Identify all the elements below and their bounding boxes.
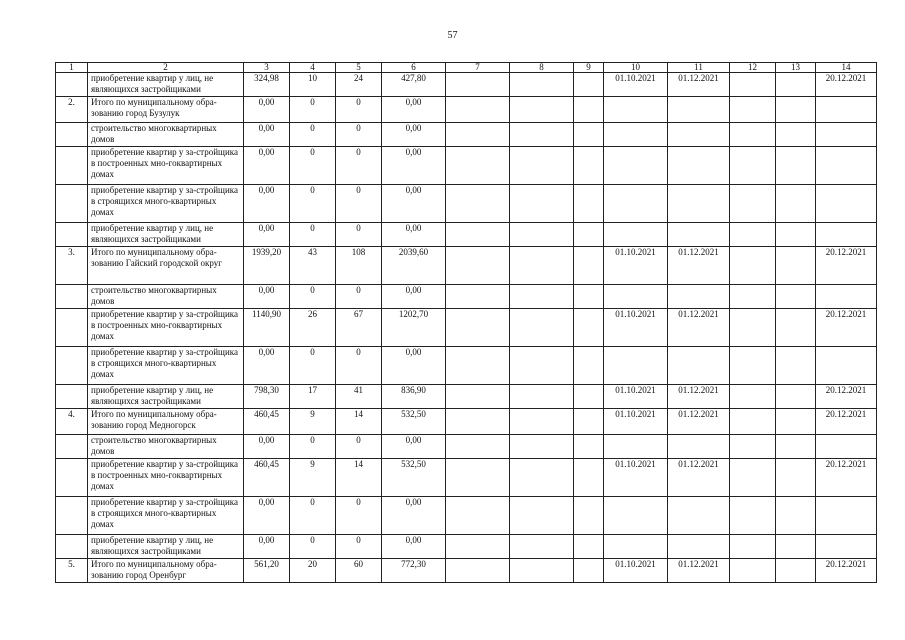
cell-c4: 0 [290, 185, 336, 223]
empty-cell [730, 247, 776, 285]
empty-cell [776, 73, 816, 97]
empty-cell [446, 247, 510, 285]
empty-cell [730, 497, 776, 535]
empty-cell [574, 309, 604, 347]
row-number [56, 185, 88, 223]
cell-c11: 01.12.2021 [668, 559, 730, 583]
row-number [56, 497, 88, 535]
empty-cell [730, 185, 776, 223]
cell-c3: 460,45 [244, 459, 290, 497]
empty-cell [776, 385, 816, 409]
column-number-14: 14 [816, 63, 877, 73]
row-number [56, 147, 88, 185]
cell-c14 [816, 97, 877, 123]
empty-cell [730, 385, 776, 409]
empty-cell [510, 409, 574, 435]
column-number-row [56, 63, 877, 73]
table-row [56, 435, 877, 459]
cell-c3: 0,00 [244, 147, 290, 185]
column-number-2: 2 [88, 63, 244, 73]
cell-c3: 0,00 [244, 223, 290, 247]
table-row [56, 385, 877, 409]
cell-c6: 0,00 [382, 435, 446, 459]
cell-c3: 324,98 [244, 73, 290, 97]
cell-c4: 9 [290, 459, 336, 497]
row-number [56, 347, 88, 385]
cell-c11 [668, 285, 730, 309]
empty-cell [446, 185, 510, 223]
cell-c6: 1202,70 [382, 309, 446, 347]
empty-cell [574, 535, 604, 559]
cell-c3: 798,30 [244, 385, 290, 409]
row-description: Итого по муниципальному обра-зованию город Медногорск [88, 409, 244, 435]
cell-c4: 0 [290, 435, 336, 459]
cell-c14 [816, 147, 877, 185]
row-description: приобретение квартир у за-стройщика в построенных мно-гоквартирных домах [88, 147, 244, 185]
row-number [56, 435, 88, 459]
cell-c6: 0,00 [382, 147, 446, 185]
cell-c11 [668, 347, 730, 385]
cell-c10 [604, 147, 668, 185]
empty-cell [776, 559, 816, 583]
row-number: 3. [56, 247, 88, 285]
column-number-1: 1 [56, 63, 88, 73]
empty-cell [776, 97, 816, 123]
empty-cell [776, 223, 816, 247]
cell-c14: 20.12.2021 [816, 385, 877, 409]
column-number-12: 12 [730, 63, 776, 73]
empty-cell [776, 309, 816, 347]
cell-c3: 0,00 [244, 435, 290, 459]
cell-c10: 01.10.2021 [604, 309, 668, 347]
cell-c3: 0,00 [244, 285, 290, 309]
cell-c3: 0,00 [244, 535, 290, 559]
table-row [56, 223, 877, 247]
empty-cell [510, 435, 574, 459]
empty-cell [510, 309, 574, 347]
row-number [56, 73, 88, 97]
empty-cell [574, 247, 604, 285]
table-row [56, 559, 877, 583]
cell-c4: 0 [290, 123, 336, 147]
cell-c14 [816, 497, 877, 535]
column-number-4: 4 [290, 63, 336, 73]
cell-c14 [816, 347, 877, 385]
empty-cell [574, 73, 604, 97]
table-row [56, 459, 877, 497]
cell-c4: 0 [290, 97, 336, 123]
row-description: строительство многоквартирных домов [88, 123, 244, 147]
empty-cell [776, 347, 816, 385]
row-number [56, 285, 88, 309]
table-header [56, 63, 877, 73]
empty-cell [730, 285, 776, 309]
empty-cell [574, 97, 604, 123]
row-description: строительство многоквартирных домов [88, 435, 244, 459]
empty-cell [574, 497, 604, 535]
empty-cell [510, 459, 574, 497]
empty-cell [446, 535, 510, 559]
empty-cell [510, 347, 574, 385]
cell-c5: 108 [336, 247, 382, 285]
empty-cell [446, 347, 510, 385]
column-number-11: 11 [668, 63, 730, 73]
row-number [56, 385, 88, 409]
column-number-7: 7 [446, 63, 510, 73]
cell-c5: 0 [336, 285, 382, 309]
cell-c11 [668, 147, 730, 185]
empty-cell [510, 497, 574, 535]
row-description: приобретение квартир у за-стройщика в строящихся много-квартирных домах [88, 497, 244, 535]
table-row [56, 409, 877, 435]
cell-c11: 01.12.2021 [668, 73, 730, 97]
empty-cell [730, 535, 776, 559]
table-row [56, 285, 877, 309]
cell-c10 [604, 185, 668, 223]
cell-c10: 01.10.2021 [604, 459, 668, 497]
cell-c10 [604, 123, 668, 147]
cell-c5: 67 [336, 309, 382, 347]
cell-c6: 0,00 [382, 285, 446, 309]
cell-c11 [668, 435, 730, 459]
empty-cell [446, 435, 510, 459]
table-row [56, 247, 877, 285]
cell-c4: 0 [290, 497, 336, 535]
cell-c14: 20.12.2021 [816, 559, 877, 583]
row-number: 5. [56, 559, 88, 583]
cell-c6: 532,50 [382, 459, 446, 497]
cell-c10: 01.10.2021 [604, 385, 668, 409]
empty-cell [510, 97, 574, 123]
row-description: Итого по муниципальному обра-зованию город Оренбург [88, 559, 244, 583]
cell-c3: 1140,90 [244, 309, 290, 347]
empty-cell [574, 435, 604, 459]
empty-cell [510, 385, 574, 409]
empty-cell [574, 385, 604, 409]
empty-cell [730, 309, 776, 347]
empty-cell [446, 97, 510, 123]
empty-cell [730, 435, 776, 459]
table-row [56, 185, 877, 223]
empty-cell [446, 73, 510, 97]
empty-cell [574, 459, 604, 497]
cell-c14 [816, 435, 877, 459]
cell-c10 [604, 435, 668, 459]
cell-c5: 0 [336, 185, 382, 223]
cell-c11 [668, 497, 730, 535]
empty-cell [446, 223, 510, 247]
cell-c11: 01.12.2021 [668, 385, 730, 409]
program-table [55, 62, 877, 583]
empty-cell [730, 73, 776, 97]
table-row [56, 73, 877, 97]
cell-c4: 26 [290, 309, 336, 347]
cell-c6: 0,00 [382, 535, 446, 559]
cell-c3: 561,20 [244, 559, 290, 583]
empty-cell [730, 459, 776, 497]
cell-c6: 0,00 [382, 223, 446, 247]
table-row [56, 535, 877, 559]
cell-c14: 20.12.2021 [816, 459, 877, 497]
column-number-9: 9 [574, 63, 604, 73]
cell-c4: 9 [290, 409, 336, 435]
cell-c10: 01.10.2021 [604, 559, 668, 583]
empty-cell [446, 147, 510, 185]
empty-cell [730, 409, 776, 435]
cell-c4: 0 [290, 347, 336, 385]
cell-c3: 0,00 [244, 123, 290, 147]
cell-c14: 20.12.2021 [816, 73, 877, 97]
row-description: приобретение квартир у лиц, не являющихся застройщиками [88, 223, 244, 247]
empty-cell [730, 147, 776, 185]
cell-c11 [668, 97, 730, 123]
cell-c10: 01.10.2021 [604, 247, 668, 285]
row-number [56, 123, 88, 147]
empty-cell [510, 123, 574, 147]
cell-c14 [816, 535, 877, 559]
cell-c4: 0 [290, 285, 336, 309]
cell-c11: 01.12.2021 [668, 247, 730, 285]
column-number-6: 6 [382, 63, 446, 73]
cell-c11: 01.12.2021 [668, 409, 730, 435]
empty-cell [510, 185, 574, 223]
empty-cell [510, 285, 574, 309]
cell-c3: 1939,20 [244, 247, 290, 285]
cell-c3: 0,00 [244, 185, 290, 223]
cell-c10: 01.10.2021 [604, 73, 668, 97]
row-number [56, 459, 88, 497]
cell-c6: 427,80 [382, 73, 446, 97]
cell-c6: 0,00 [382, 97, 446, 123]
empty-cell [574, 285, 604, 309]
row-description: приобретение квартир у за-стройщика в строящихся много-квартирных домах [88, 185, 244, 223]
empty-cell [574, 347, 604, 385]
column-number-8: 8 [510, 63, 574, 73]
empty-cell [730, 223, 776, 247]
empty-cell [776, 147, 816, 185]
row-description: приобретение квартир у лиц, не являющихся застройщиками [88, 73, 244, 97]
page-number: 57 [447, 30, 458, 41]
cell-c11 [668, 123, 730, 147]
cell-c4: 0 [290, 223, 336, 247]
cell-c6: 0,00 [382, 347, 446, 385]
empty-cell [446, 285, 510, 309]
cell-c6: 0,00 [382, 185, 446, 223]
cell-c4: 43 [290, 247, 336, 285]
empty-cell [574, 409, 604, 435]
cell-c6: 0,00 [382, 123, 446, 147]
empty-cell [730, 559, 776, 583]
empty-cell [776, 285, 816, 309]
cell-c3: 460,45 [244, 409, 290, 435]
row-description: приобретение квартир у лиц, не являющихся застройщиками [88, 385, 244, 409]
cell-c14 [816, 185, 877, 223]
cell-c10 [604, 223, 668, 247]
cell-c14: 20.12.2021 [816, 409, 877, 435]
cell-c4: 17 [290, 385, 336, 409]
cell-c14: 20.12.2021 [816, 309, 877, 347]
cell-c10: 01.10.2021 [604, 409, 668, 435]
empty-cell [574, 185, 604, 223]
table-row [56, 123, 877, 147]
empty-cell [574, 123, 604, 147]
empty-cell [446, 385, 510, 409]
empty-cell [574, 559, 604, 583]
empty-cell [574, 223, 604, 247]
empty-cell [776, 535, 816, 559]
cell-c11 [668, 185, 730, 223]
empty-cell [730, 347, 776, 385]
cell-c5: 0 [336, 347, 382, 385]
cell-c4: 20 [290, 559, 336, 583]
cell-c5: 0 [336, 123, 382, 147]
cell-c5: 60 [336, 559, 382, 583]
empty-cell [446, 559, 510, 583]
cell-c10 [604, 285, 668, 309]
cell-c5: 0 [336, 223, 382, 247]
cell-c10 [604, 535, 668, 559]
table-body [56, 73, 877, 583]
empty-cell [510, 559, 574, 583]
cell-c11: 01.12.2021 [668, 309, 730, 347]
empty-cell [730, 123, 776, 147]
empty-cell [446, 123, 510, 147]
row-description: приобретение квартир у за-стройщика в построенных мно-гоквартирных домах [88, 459, 244, 497]
cell-c3: 0,00 [244, 497, 290, 535]
cell-c4: 0 [290, 535, 336, 559]
empty-cell [446, 309, 510, 347]
cell-c6: 836,90 [382, 385, 446, 409]
cell-c3: 0,00 [244, 347, 290, 385]
row-number: 2. [56, 97, 88, 123]
cell-c6: 0,00 [382, 497, 446, 535]
cell-c10 [604, 97, 668, 123]
empty-cell [510, 247, 574, 285]
cell-c5: 0 [336, 497, 382, 535]
cell-c5: 0 [336, 535, 382, 559]
row-description: Итого по муниципальному обра-зованию Гайский городской округ [88, 247, 244, 285]
cell-c14: 20.12.2021 [816, 247, 877, 285]
cell-c5: 24 [336, 73, 382, 97]
cell-c6: 2039,60 [382, 247, 446, 285]
row-description: Итого по муниципальному обра-зованию город Бузулук [88, 97, 244, 123]
cell-c5: 14 [336, 409, 382, 435]
column-number-3: 3 [244, 63, 290, 73]
empty-cell [776, 459, 816, 497]
cell-c5: 14 [336, 459, 382, 497]
empty-cell [446, 497, 510, 535]
cell-c5: 0 [336, 435, 382, 459]
row-number [56, 223, 88, 247]
cell-c6: 772,30 [382, 559, 446, 583]
table-row [56, 497, 877, 535]
table-row [56, 309, 877, 347]
cell-c11: 01.12.2021 [668, 459, 730, 497]
empty-cell [776, 247, 816, 285]
empty-cell [446, 409, 510, 435]
empty-cell [574, 147, 604, 185]
cell-c10 [604, 347, 668, 385]
cell-c6: 532,50 [382, 409, 446, 435]
empty-cell [510, 73, 574, 97]
table-row [56, 97, 877, 123]
table-row [56, 347, 877, 385]
row-description: приобретение квартир у за-стройщика в строящихся много-квартирных домах [88, 347, 244, 385]
row-description: приобретение квартир у за-стройщика в построенных мно-гоквартирных домах [88, 309, 244, 347]
cell-c5: 0 [336, 97, 382, 123]
empty-cell [510, 535, 574, 559]
cell-c14 [816, 223, 877, 247]
empty-cell [776, 435, 816, 459]
cell-c14 [816, 123, 877, 147]
empty-cell [446, 459, 510, 497]
cell-c14 [816, 285, 877, 309]
column-number-13: 13 [776, 63, 816, 73]
empty-cell [776, 497, 816, 535]
row-number [56, 535, 88, 559]
cell-c4: 0 [290, 147, 336, 185]
cell-c11 [668, 223, 730, 247]
empty-cell [776, 409, 816, 435]
cell-c11 [668, 535, 730, 559]
cell-c10 [604, 497, 668, 535]
column-number-10: 10 [604, 63, 668, 73]
row-description: приобретение квартир у лиц, не являющихся застройщиками [88, 535, 244, 559]
cell-c3: 0,00 [244, 97, 290, 123]
empty-cell [730, 97, 776, 123]
empty-cell [776, 123, 816, 147]
cell-c5: 41 [336, 385, 382, 409]
cell-c5: 0 [336, 147, 382, 185]
row-description: строительство многоквартирных домов [88, 285, 244, 309]
column-number-5: 5 [336, 63, 382, 73]
empty-cell [510, 223, 574, 247]
empty-cell [776, 185, 816, 223]
table-row [56, 147, 877, 185]
cell-c4: 10 [290, 73, 336, 97]
row-number [56, 309, 88, 347]
empty-cell [510, 147, 574, 185]
row-number: 4. [56, 409, 88, 435]
